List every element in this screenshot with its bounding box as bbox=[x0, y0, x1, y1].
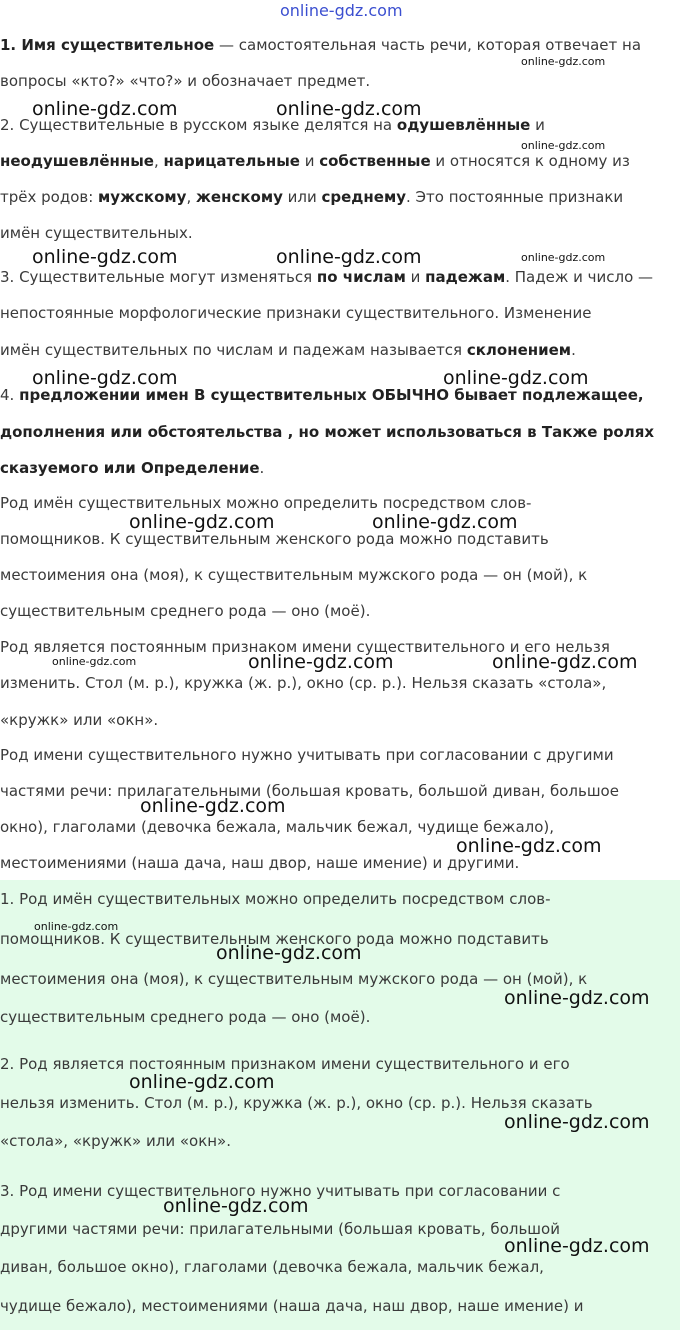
watermark-text: online-gdz.com bbox=[32, 246, 178, 268]
bold-term: дополнения или обстоятельства , но может использоваться в Также ролях bbox=[0, 423, 655, 441]
watermark-text: online-gdz.com bbox=[372, 511, 518, 533]
text-run: местоимения она (моя), к существительным мужского рода — он (мой), к bbox=[0, 970, 588, 988]
watermark-text: online-gdz.com bbox=[443, 367, 589, 389]
text-run: . Падеж и число — bbox=[505, 268, 654, 286]
watermark-text: online-gdz.com bbox=[216, 942, 362, 964]
text-run: 2. Существительные в русском языке делятся на bbox=[0, 116, 397, 134]
text-run: помощников. К существительным женского рода можно подставить bbox=[0, 930, 549, 948]
text-line bbox=[0, 566, 587, 584]
watermark-text: online-gdz.com bbox=[129, 511, 275, 533]
bold-term: женскому bbox=[195, 188, 283, 206]
text-line bbox=[0, 1258, 544, 1276]
watermark-text: online-gdz.com bbox=[504, 987, 650, 1009]
text-run: существительным среднего рода — оно (моё). bbox=[0, 1008, 371, 1026]
watermark-text: online-gdz.com bbox=[276, 98, 422, 120]
text-run: 2. Род является постоянным признаком имени существительного и его bbox=[0, 1055, 570, 1073]
watermark-text: online-gdz.com bbox=[521, 251, 606, 264]
text-run: — самостоятельная часть речи, которая отвечает на bbox=[214, 36, 642, 54]
text-run: Род является постоянным признаком имени существительного и его нельзя bbox=[0, 638, 610, 656]
watermark-text: online-gdz.com bbox=[34, 920, 119, 933]
text-run: , bbox=[186, 188, 196, 206]
text-line bbox=[0, 72, 370, 90]
text-run: 3. Род имени существительного нужно учитывать при согласовании с bbox=[0, 1182, 561, 1200]
text-run: чудище бежало), местоимениями (наша дача, наш двор, наше имение) и bbox=[0, 1297, 584, 1315]
text-run: и bbox=[530, 116, 545, 134]
text-line bbox=[0, 1297, 584, 1315]
text-run: диван, большое окно), глаголами (девочка бежала, мальчик бежал, bbox=[0, 1258, 544, 1276]
text-run: или bbox=[282, 188, 322, 206]
text-line bbox=[0, 890, 551, 908]
text-line bbox=[0, 268, 653, 286]
text-line bbox=[0, 602, 370, 620]
text-run: изменить. Стол (м. р.), кружка (ж. р.), окно (ср. р.). Нельзя сказать «стола», bbox=[0, 674, 607, 692]
bold-term: собственные bbox=[319, 152, 431, 170]
watermark-text: online-gdz.com bbox=[276, 246, 422, 268]
watermark-text: online-gdz.com bbox=[32, 98, 178, 120]
text-line bbox=[0, 1008, 370, 1026]
text-line bbox=[0, 1220, 560, 1238]
text-line bbox=[0, 1132, 231, 1150]
watermark-text: online-gdz.com bbox=[280, 1, 403, 20]
text-run: «кружк» или «окн». bbox=[0, 711, 159, 729]
bold-term: сказуемого или Определение bbox=[0, 459, 260, 477]
text-line bbox=[0, 36, 641, 54]
text-line bbox=[0, 459, 264, 477]
watermark-text: online-gdz.com bbox=[140, 795, 286, 817]
text-line bbox=[0, 854, 519, 872]
text-line bbox=[0, 304, 591, 322]
watermark-text: online-gdz.com bbox=[492, 651, 638, 673]
text-line bbox=[0, 188, 623, 206]
watermark-text: online-gdz.com bbox=[504, 1111, 650, 1133]
bold-term: нарицательные bbox=[163, 152, 300, 170]
text-line bbox=[0, 818, 554, 836]
text-line bbox=[0, 224, 193, 242]
bold-term: склонением bbox=[466, 341, 572, 359]
text-run: 1. Род имён существительных можно определить посредством слов- bbox=[0, 890, 551, 908]
bold-term: предложении имен В существительных ОБЫЧНО бывает подлежащее, bbox=[19, 386, 644, 404]
watermark-text: online-gdz.com bbox=[52, 655, 137, 668]
text-line bbox=[0, 674, 606, 692]
text-run: 3. Существительные могут изменяться bbox=[0, 268, 317, 286]
watermark-text: online-gdz.com bbox=[163, 1195, 309, 1217]
bold-term: мужскому bbox=[98, 188, 187, 206]
text-run: Род имён существительных можно определить посредством слов- bbox=[0, 494, 532, 512]
text-line bbox=[0, 423, 654, 441]
text-run: существительным среднего рода — оно (моё). bbox=[0, 602, 371, 620]
text-run: трёх родов: bbox=[0, 188, 99, 206]
bold-term: по числам bbox=[316, 268, 406, 286]
text-run: «стола», «кружк» или «окн». bbox=[0, 1132, 232, 1150]
bold-term: 1. Имя существительное bbox=[0, 36, 215, 54]
text-run: окно), глаголами (девочка бежала, мальчик бежал, чудище бежало), bbox=[0, 818, 555, 836]
text-run: местоимениями (наша дача, наш двор, наше имение) и другими. bbox=[0, 854, 520, 872]
text-run: и bbox=[299, 152, 320, 170]
text-run: вопросы «кто?» «что?» и обозначает предмет. bbox=[0, 72, 371, 90]
watermark-text: online-gdz.com bbox=[521, 139, 606, 152]
text-line bbox=[0, 970, 587, 988]
text-run: нельзя изменить. Стол (м. р.), кружка (ж. р.), окно (ср. р.). Нельзя сказать bbox=[0, 1094, 593, 1112]
text-run: и относятся к одному из bbox=[430, 152, 630, 170]
text-run: . bbox=[259, 459, 265, 477]
text-run: 4. bbox=[0, 386, 20, 404]
watermark-text: online-gdz.com bbox=[32, 367, 178, 389]
bold-term: одушевлённые bbox=[396, 116, 531, 134]
text-run: , bbox=[153, 152, 164, 170]
text-line bbox=[0, 1055, 570, 1073]
text-line bbox=[0, 782, 619, 800]
text-line bbox=[0, 152, 630, 170]
bold-term: среднему bbox=[321, 188, 406, 206]
text-run: имён существительных. bbox=[0, 224, 193, 242]
bold-term: падежам bbox=[425, 268, 506, 286]
text-line bbox=[0, 1094, 593, 1112]
text-run: и bbox=[405, 268, 426, 286]
text-run: другими частями речи: прилагательными (большая кровать, большой bbox=[0, 1220, 560, 1238]
watermark-text: online-gdz.com bbox=[248, 651, 394, 673]
text-line bbox=[0, 341, 576, 359]
text-line bbox=[0, 746, 614, 764]
text-run: . bbox=[571, 341, 576, 359]
watermark-text: online-gdz.com bbox=[504, 1235, 650, 1257]
text-run: Род имени существительного нужно учитывать при согласовании с другими bbox=[0, 746, 614, 764]
watermark-text: online-gdz.com bbox=[521, 55, 606, 68]
text-run: помощников. К существительным женского рода можно подставить bbox=[0, 530, 549, 548]
text-run: непостоянные морфологические признаки существительного. Изменение bbox=[0, 304, 592, 322]
text-run: частями речи: прилагательными (большая кровать, большой диван, большое bbox=[0, 782, 619, 800]
watermark-text: online-gdz.com bbox=[456, 835, 602, 857]
text-run: имён существительных по числам и падежам называется bbox=[0, 341, 467, 359]
text-line bbox=[0, 494, 531, 512]
bold-term: неодушевлённые bbox=[0, 152, 154, 170]
text-run: местоимения она (моя), к существительным мужского рода — он (мой), к bbox=[0, 566, 588, 584]
watermark-text: online-gdz.com bbox=[129, 1071, 275, 1093]
text-run: . Это постоянные признаки bbox=[406, 188, 624, 206]
text-line bbox=[0, 711, 158, 729]
